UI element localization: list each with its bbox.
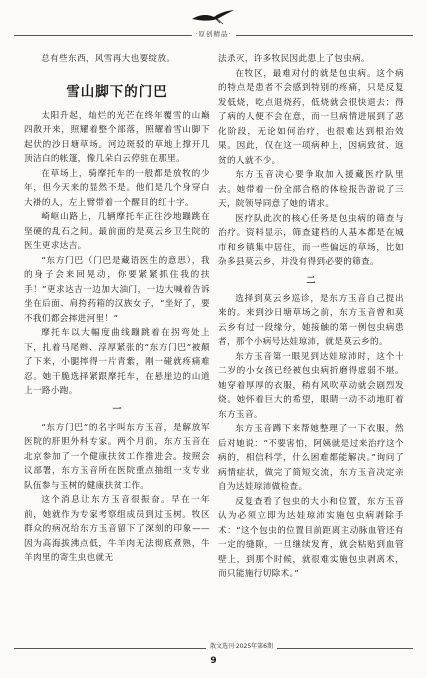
paragraph: “东方门巴”的名字叫东方玉音，是解放军医院的肝胆外科专家。两个月前，东方玉音在北京参加了一个健康扶贫工作推进会。按照会议部署，东方玉音所在医院重点抽组一支专业队伍参与玉树的健康扶贫工作。 bbox=[24, 422, 210, 491]
paragraph: 在牧区，最难对付的就是包虫病。这个病的特点是患者不会感到特别的疼痛，只是反复发低烧，吃点退烧药，低烧就会很快退去；得了病的人便不会在意，而一旦病情进展到了恶化阶段，无论如何治疗，也很难达到根治效果。因此，仅在这一项病种上，因病致贫、返贫的人就不少。 bbox=[218, 68, 404, 166]
article-title: 雪山脚下的门巴 bbox=[66, 83, 168, 100]
paragraph: 这个消息让东方玉音很振奋。早在一年前，她就作为专家考察组成员到过玉树。牧区群众的病况给东方玉音留下了深刻的印象——因为高海拔沸点低，牛羊肉无法彻底煮熟，牛羊肉里的寄生虫也就无 bbox=[24, 495, 210, 563]
intro-line: 总有些东西，风雪再大也要绽放。 bbox=[41, 54, 176, 64]
page-number: 9 bbox=[210, 656, 217, 666]
paragraph: 太阳升起，灿烂的光芒在终年覆雪的山巅四散开来，照耀着整个部落，照耀着雪山脚下起伏的沙日塘草场。河边斑驳的草地上撑开几顶洁白的帐篷，像几朵白云停驻在那里。 bbox=[24, 110, 210, 164]
paragraph: 医疗队此次的核心任务是包虫病的筛查与治疗。资料显示，筛查建档的人基本都是在城市和乡镇集中居住，而一些偏远的草场，比如杂多县莫云乡，并没有得到必要的筛查。 bbox=[218, 213, 404, 267]
paragraph: 东方玉音第一眼见到达娃琼沛时，这个十二岁的小女孩已经被包虫病折磨得虚弱不堪。她穿着厚厚的衣服，稍有风吹草动就会剧烈发烧。她怀着巨大的希望，眼睛一动不动地盯着东方玉音。 bbox=[218, 351, 404, 420]
crane-logo-icon bbox=[190, 5, 236, 27]
paragraph: 崎岖山路上，几辆摩托车正往沙地蹦跳在坚硬的乱石之间。最前面的是莫云乡卫生院的医生更求达吉。 bbox=[24, 212, 210, 251]
paragraph: 在草场上，骑摩托车的一般都是放牧的少年，但今天来的显然不是。他们是几个身穿白大褂的人，左上臂带着一个醒目的红十字。 bbox=[24, 168, 210, 208]
section-label: ·原创精品· bbox=[191, 28, 235, 40]
paragraph: 摩托车以大幅度曲线蹦跳着在拐弯处上下，扎着马尾辫、淳厚紧张的“东方门巴”被颠了下来，小腿摔得一片青紫，刚一碰就疼痛难忍。她干脆选择紧跟摩托车，在悬崖边的山道上一路小跑。 bbox=[24, 328, 210, 396]
paragraph: 东方玉音蹲下来帮她整理了一下衣服，然后对她说：“不要害怕，阿姨就是过来治疗这个病的，相信科学，什么困难都能解决。”询问了病情症状，做完了简短交流，东方玉音决定亲自为达娃琼沛做检查。 bbox=[218, 424, 404, 492]
page-header bbox=[0, 0, 427, 50]
right-column bbox=[218, 52, 404, 582]
section-number-1: 一 bbox=[112, 404, 122, 415]
paragraph: 选择到莫云乡巡诊，是东方玉音自己提出来的。来到沙日塘草场之前，东方玉音曾和莫云乡有过一段缘分，她接触的第一例包虫病患者，那个小病号达娃琼沛，就是莫云乡的。 bbox=[218, 293, 404, 347]
paragraph: 反复查看了包虫的大小和位置，东方玉音认为必须立即为达娃琼沛实施包虫病剥除手术：“这个包虫的位置目前距离主动脉血管还有一定的缝隙，一旦继续发育，就会粘贴到血管壁上，到那个时候，就很难实施包虫剥离术，而只能施行切除术。” bbox=[218, 496, 404, 579]
left-column bbox=[24, 52, 210, 566]
paragraph: 法杀灭，许多牧民因此患上了包虫病。 bbox=[218, 54, 371, 64]
paragraph: “东方门巴（门巴是藏语医生的意思），我的身子会来回晃动，你要紧紧抓住我的扶手！”更求达吉一边加大油门，一边大喊着告诉坐在后面、肩挎药箱的汉族女子，“坐好了，要不我们都会摔进河里！” bbox=[24, 255, 210, 324]
section-number-2: 二 bbox=[306, 275, 316, 286]
journal-issue: 散文选刊·2025年第6期 bbox=[206, 640, 277, 654]
paragraph: 东方玉音决心要争取加入援藏医疗队里去。她带着一份全部合格的体检报告游说了三天，院领导同意了她的请求。 bbox=[218, 170, 404, 209]
